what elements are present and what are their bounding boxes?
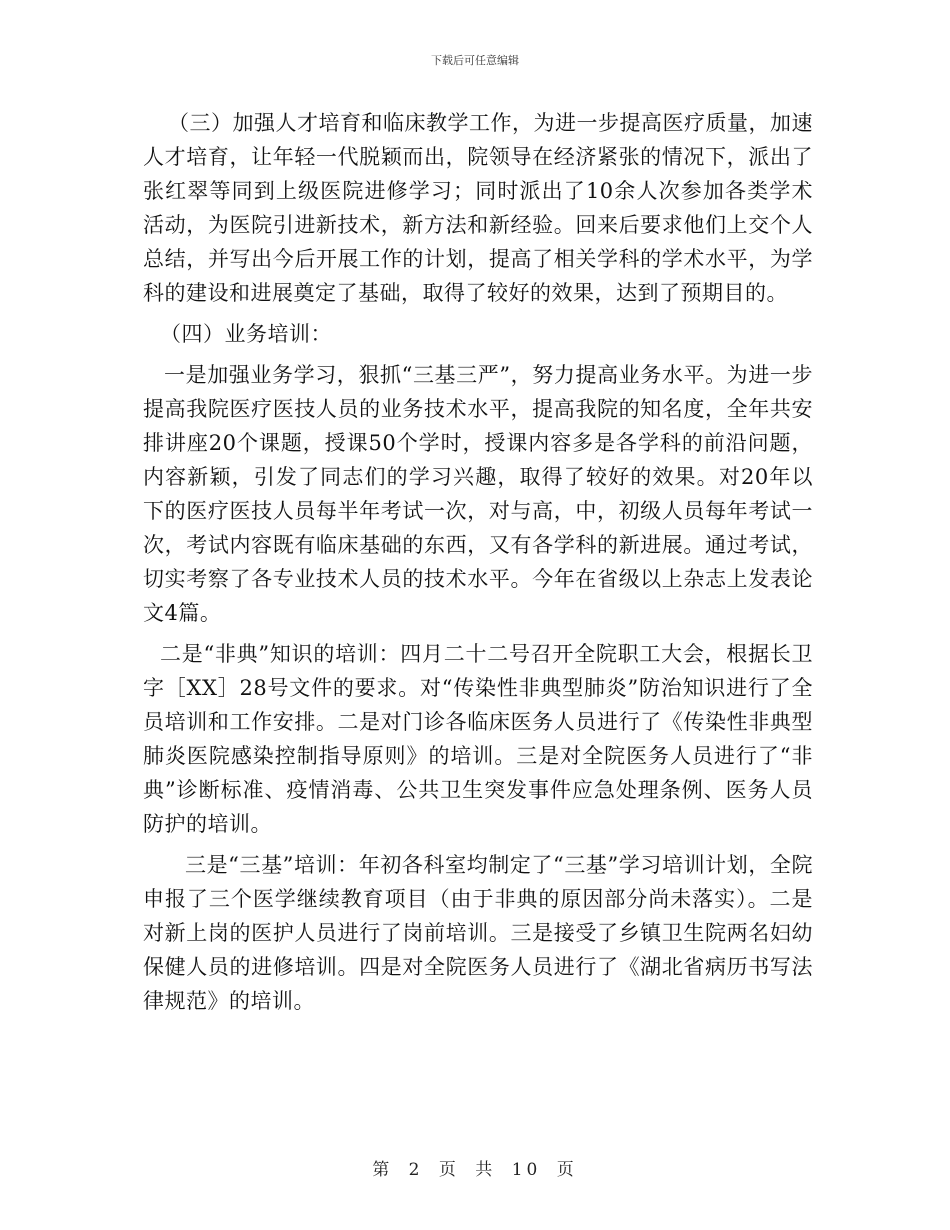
document-body — [143, 106, 813, 1025]
page-header: 下载后可任意编辑 — [431, 54, 519, 67]
paragraph-three-basics-training: 三是“三基”培训：年初各科室均制定了“三基”学习培训计划，全院申报了三个医学继续教育项目（由于非典的原因部分尚未落实）。二是对新上岗的医护人员进行了岗前培训。三是接受了乡镇卫生院两名妇幼保健人员的进修培训。四是对全院医务人员进行了《湖北省病历书写法律规范》的培训。 — [143, 853, 813, 1013]
page-number-footer: 第 2 页 共 10 页 — [372, 1160, 578, 1180]
paragraph-business-study: 一是加强业务学习，狠抓“三基三严”，努力提高业务水平。为进一步提高我院医疗医技人员的业务技术水平，提高我院的知名度，全年共安排讲座20个课题，授课50个学时，授课内容多是各学科的前沿问题，内容新颖，引发了同志们的学习兴趣，取得了较好的效果。对20年以下的医疗医技人员每半年考试一次，对与高，中，初级人员每年考试一次，考试内容既有临床基础的东西，又有各学科的新进展。通过考试，切实考察了各专业技术人员的技术水平。今年在省级以上杂志上发表论文4篇。 — [143, 363, 813, 625]
paragraph-sars-training: 二是“非典”知识的培训：四月二十二号召开全院职工大会，根据长卫字［XX］28号文件的要求。对“传染性非典型肺炎”防治知识进行了全员培训和工作安排。二是对门诊各临床医务人员进行了《传染性非典型肺炎医院感染控制指导原则》的培训。三是对全院医务人员进行了“非典”诊断标准、疫情消毒、公共卫生突发事件应急处理条例、医务人员防护的培训。 — [143, 642, 813, 836]
paragraph-talent-training: （三）加强人才培育和临床教学工作，为进一步提高医疗质量，加速人才培育，让年轻一代脱颖而出，院领导在经济紧张的情况下，派出了张红翠等同到上级医院进修学习；同时派出了10余人次参加各类学术活动，为医院引进新技术，新方法和新经验。回来后要求他们上交个人总结，并写出今后开展工作的计划，提高了相关学科的学术水平，为学科的建设和进展奠定了基础，取得了较好的效果，达到了预期目的。 — [143, 111, 813, 305]
section-heading-business-training: （四）业务培训： — [160, 322, 332, 346]
